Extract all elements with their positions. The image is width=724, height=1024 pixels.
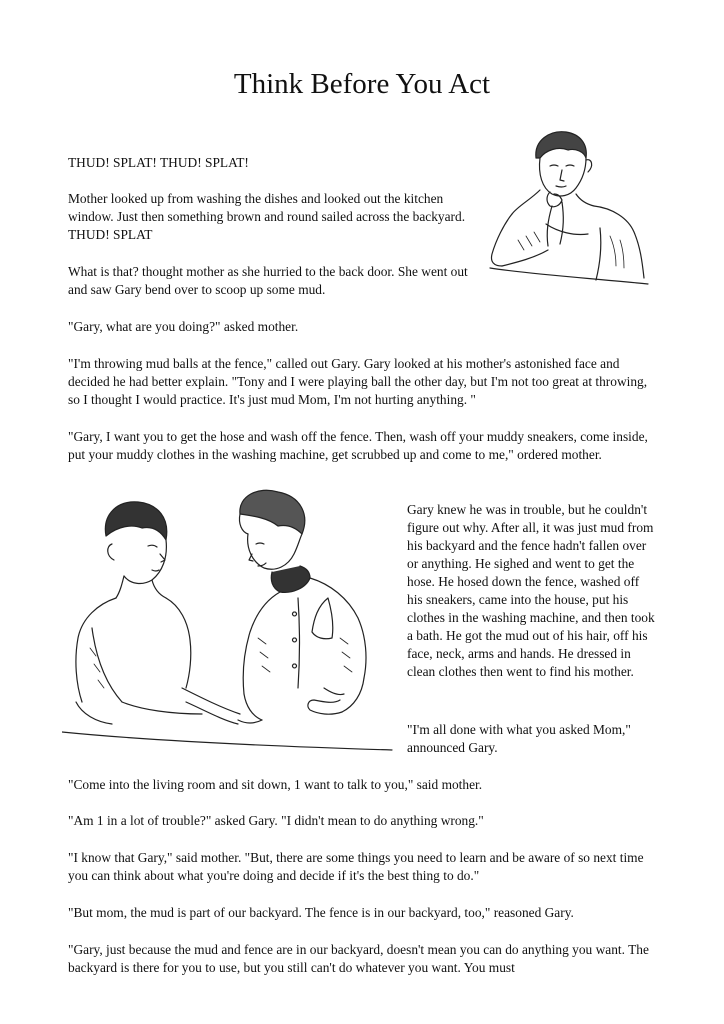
paragraph: THUD! SPLAT! THUD! SPLAT!: [68, 155, 249, 170]
paragraph: "I know that Gary," said mother. "But, there are some things you need to learn and be aware of so next time you can think about what you're doing and decide if it's the best thing to do.": [68, 850, 644, 883]
paragraph: "But mom, the mud is part of our backyard. The fence is in our backyard, too," reasoned Gary.: [68, 905, 574, 920]
paragraph: "I'm all done with what you asked Mom," announced Gary.: [407, 722, 631, 755]
paragraph: "Gary, just because the mud and fence are in our backyard, doesn't mean you can do anything you want. The backyard is there for you to use, but you still can't do whatever you want. You must: [68, 942, 649, 975]
page-title: Think Before You Act: [233, 68, 491, 100]
thinking-boy-illustration: [488, 128, 658, 290]
paragraph: "Come into the living room and sit down, 1 want to talk to you," said mother.: [68, 777, 483, 792]
paragraph: "Am 1 in a lot of trouble?" asked Gary. "I didn't mean to do anything wrong.": [68, 813, 484, 828]
paragraph: Gary knew he was in trouble, but he couldn't figure out why. After all, it was just mud from his backyard and the fence hadn't fallen over or anything. He sighed and went to get the hose. He hosed down the fence, washed off his sneakers, came into the house, put his clothes in the washing machine, and then took a bath. He got the mud out of his hair, off his face, neck, arms and hands. He dressed in clean clothes then went to find his mother.: [407, 502, 655, 679]
mother-and-boy-illustration: [62, 488, 398, 758]
paragraph: What is that? thought mother as she hurried to the back door. She went out and saw Gary bend over to scoop up some mud.: [68, 264, 468, 297]
paragraph: Mother looked up from washing the dishes and looked out the kitchen window. Just then something brown and round sailed across the backyard. THUD! SPLAT: [68, 191, 466, 242]
paragraph: "I'm throwing mud balls at the fence," called out Gary. Gary looked at his mother's astonished face and decided he had better explain. "Tony and I were playing ball the other day, but I'm not too great at throwing, so I thought I would practice. It's just mud Mom, I'm not hurting anything. ": [68, 356, 648, 407]
paragraph: "Gary, what are you doing?" asked mother.: [68, 319, 299, 334]
paragraph: "Gary, I want you to get the hose and wash off the fence. Then, wash off your muddy sneakers, come inside, put your muddy clothes in the washing machine, get scrubbed up and come to me," ordered mother.: [68, 429, 648, 462]
